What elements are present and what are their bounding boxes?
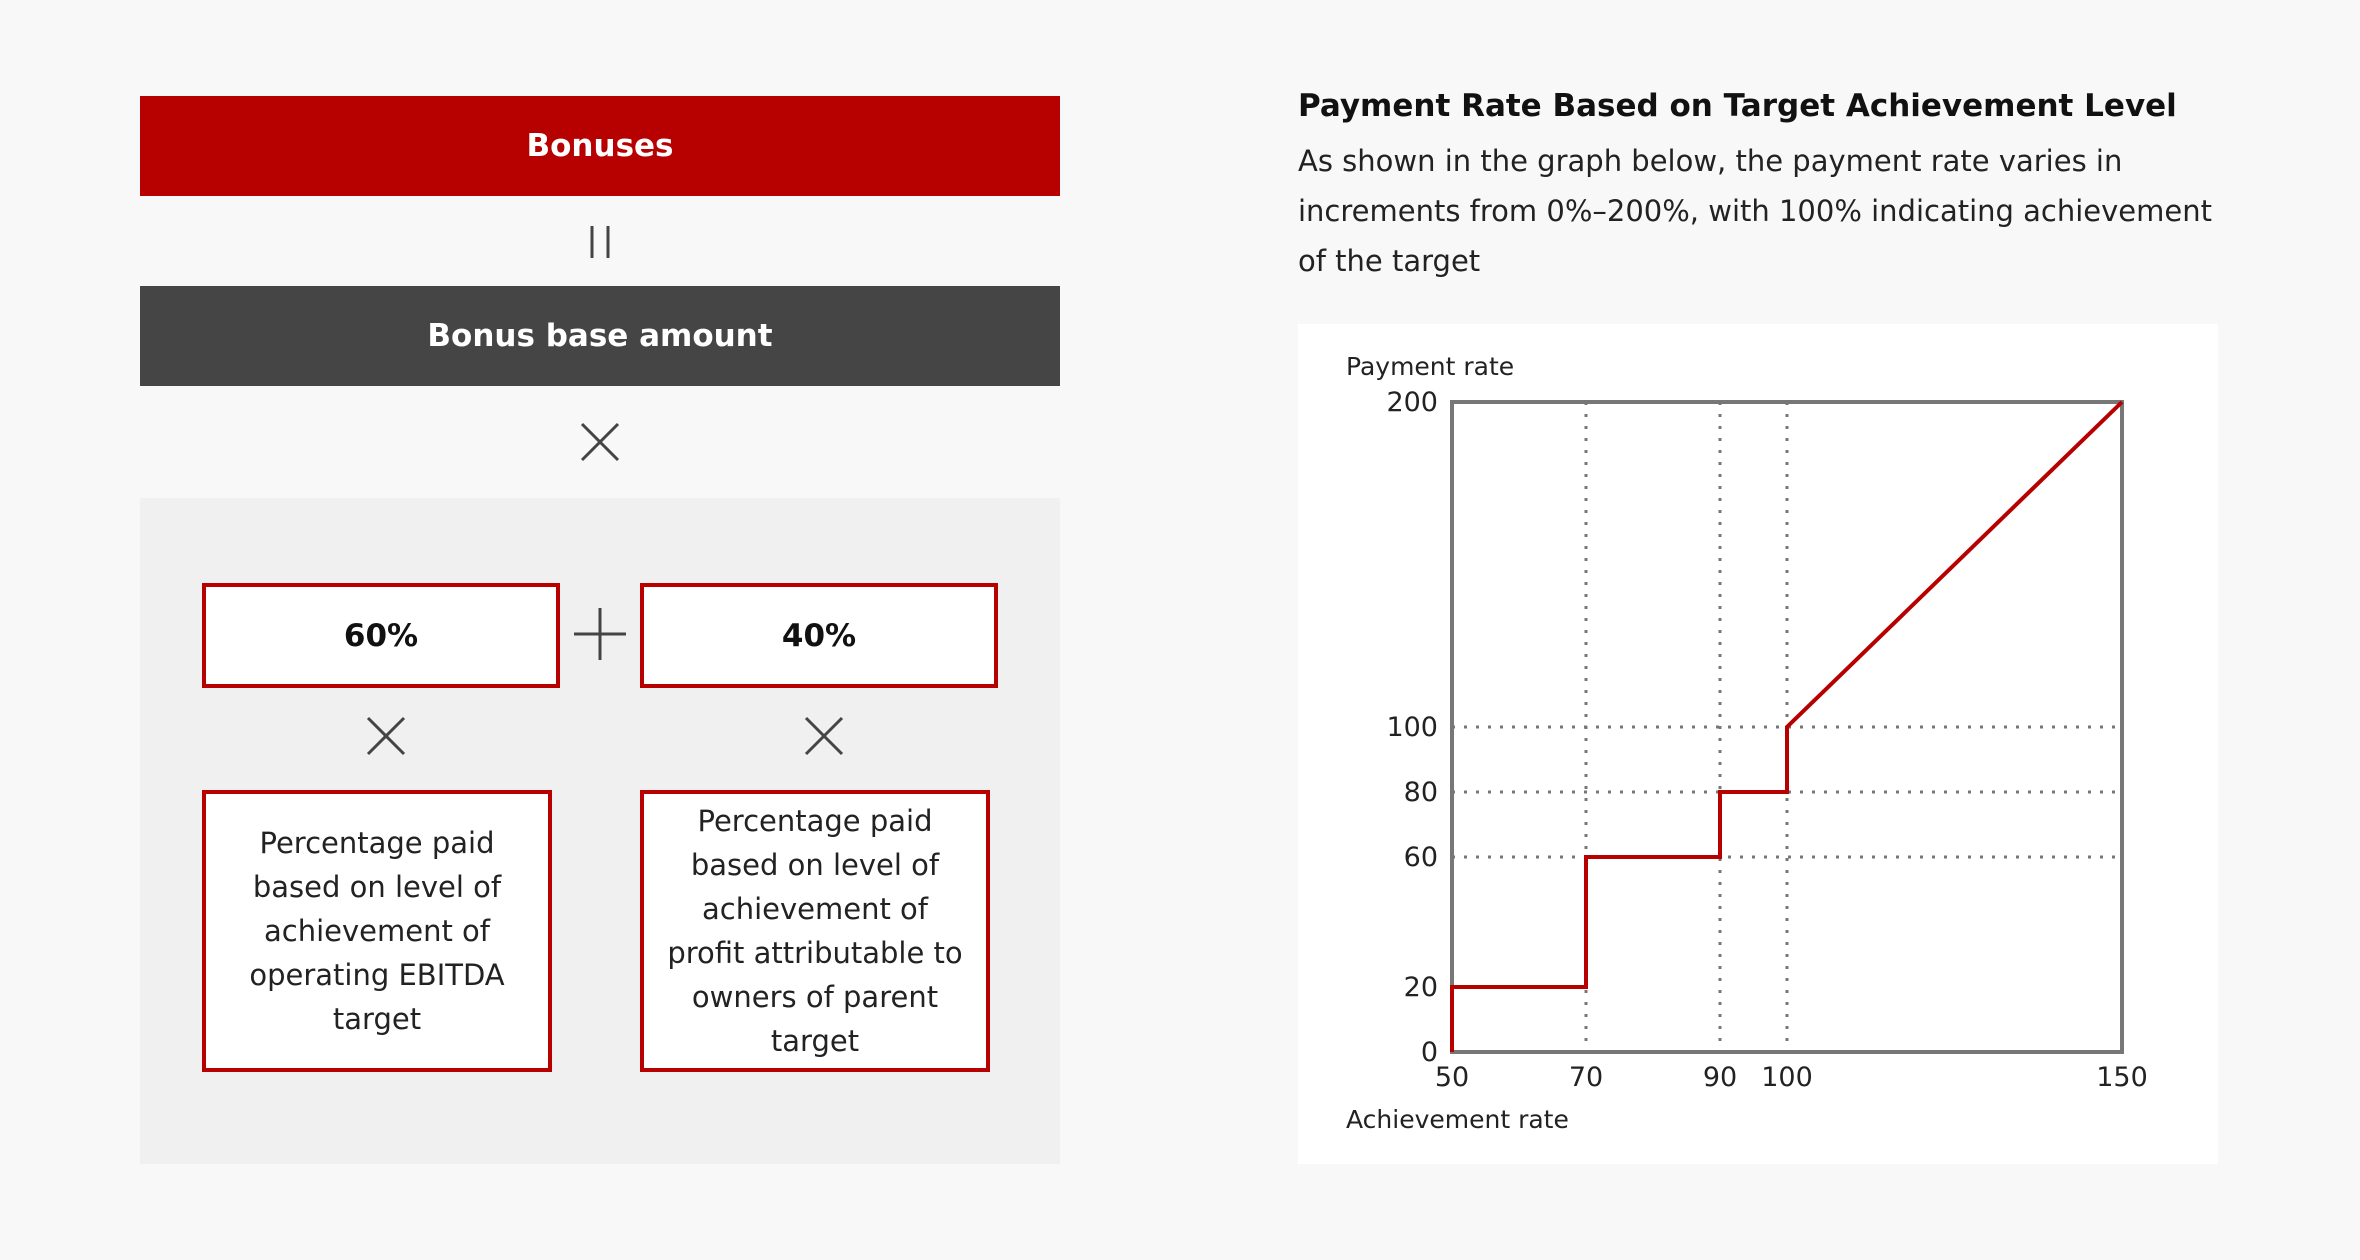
x-axis-label: Achievement rate bbox=[1346, 1105, 1569, 1134]
bonuses-label: Bonuses bbox=[526, 128, 674, 164]
x-tick-label: 50 bbox=[1434, 1062, 1470, 1093]
multiply-icon bbox=[578, 420, 622, 464]
weights-panel bbox=[140, 498, 1060, 1164]
profit-description-box bbox=[640, 790, 990, 1072]
y-tick-label: 200 bbox=[1386, 387, 1438, 418]
weight-label-profit: 40% bbox=[781, 617, 857, 654]
profit-description: Percentage paid based on level of achievement of profit attributable to owners of parent target bbox=[667, 804, 963, 1058]
weight-box-ebitda bbox=[202, 583, 560, 688]
chart-section-title: Payment Rate Based on Target Achievement Level bbox=[1298, 88, 2177, 124]
x-tick-label: 100 bbox=[1761, 1062, 1813, 1093]
x-ticks bbox=[1435, 1062, 2148, 1093]
x-tick-label: 150 bbox=[2096, 1062, 2148, 1093]
chart-svg bbox=[1298, 324, 2218, 1164]
y-ticks bbox=[1386, 387, 1438, 1068]
weight-box-profit bbox=[640, 583, 998, 688]
payment-rate-chart bbox=[1298, 324, 2218, 1164]
equals-icon bbox=[578, 222, 622, 262]
ebitda-description-box bbox=[202, 790, 552, 1072]
y-axis-label: Payment rate bbox=[1346, 352, 1515, 381]
y-tick-label: 0 bbox=[1420, 1037, 1438, 1068]
multiply-icon-right bbox=[802, 714, 846, 758]
x-tick-label: 70 bbox=[1568, 1062, 1604, 1093]
y-tick-label: 80 bbox=[1403, 777, 1438, 808]
bonus-base-bar bbox=[140, 286, 1060, 386]
y-tick-label: 60 bbox=[1403, 842, 1438, 873]
plus-icon bbox=[572, 606, 628, 662]
y-tick-label: 20 bbox=[1403, 972, 1438, 1003]
multiply-icon-left bbox=[364, 714, 408, 758]
weight-label-ebitda: 60% bbox=[343, 617, 419, 654]
bonus-base-label: Bonus base amount bbox=[427, 318, 773, 354]
x-tick-label: 90 bbox=[1702, 1062, 1738, 1093]
chart-section-description: As shown in the graph below, the payment rate varies in increments from 0%–200%, with 100% indicating achievement of the target bbox=[1298, 144, 2212, 278]
y-tick-label: 100 bbox=[1386, 712, 1438, 743]
ebitda-description: Percentage paid based on level of achievement of operating EBITDA target bbox=[249, 826, 505, 1036]
bonuses-bar bbox=[140, 96, 1060, 196]
